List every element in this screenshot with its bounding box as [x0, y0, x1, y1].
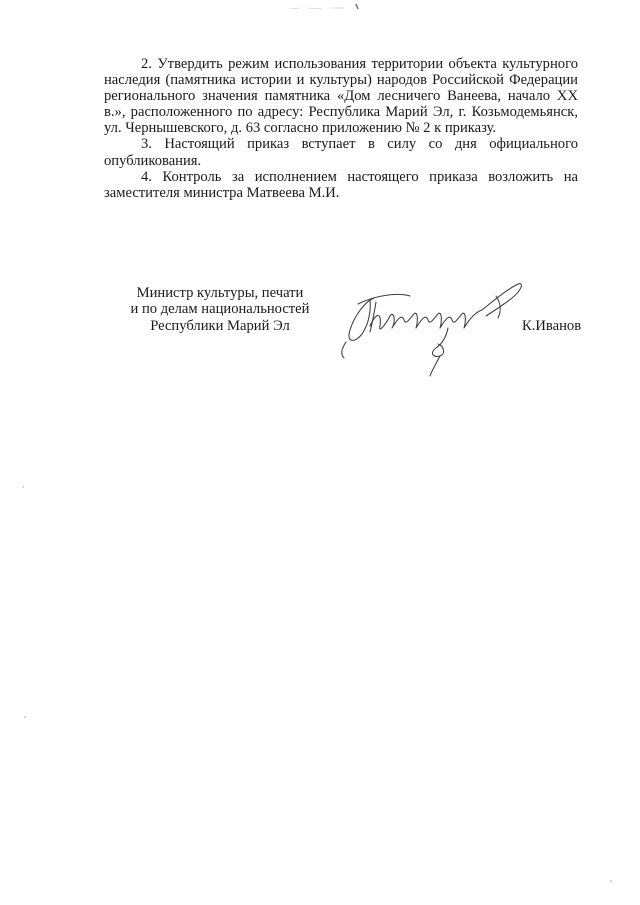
position-line-3: Республики Марий Эл: [150, 317, 290, 334]
paragraph-4: 4. Контроль за исполнением настоящего приказа возложить на заместителя министра Матвеева М.И.: [104, 168, 578, 201]
position-line-1: Министр культуры, печати: [136, 285, 304, 301]
order-body-text: [104, 56, 578, 201]
scan-speck: [24, 716, 26, 718]
paragraph-3: 3. Настоящий приказ вступает в силу со дня официального опубликования.: [104, 136, 578, 169]
position-line-2: и по делам национальностей: [130, 301, 310, 318]
scan-speck: [610, 880, 612, 882]
scan-top-mark: [288, 2, 364, 12]
paragraph-2: 2. Утвердить режим использования территории объекта культурного наследия (памятника истории и культуры) народов Российской Федерации регионального значения памятника «Дом лесничего Ванеева, начало XX в.», расположенного по адресу: Республика Марий Эл, г. Козьмодемьянск, ул. Чернышевского, д. 63 согласно приложению № 2 к приказу.: [104, 56, 578, 137]
signatory-position: [120, 285, 320, 334]
handwritten-signature: [336, 272, 536, 380]
scan-speck: [22, 486, 24, 488]
signer-name: К.Иванов: [522, 318, 582, 334]
